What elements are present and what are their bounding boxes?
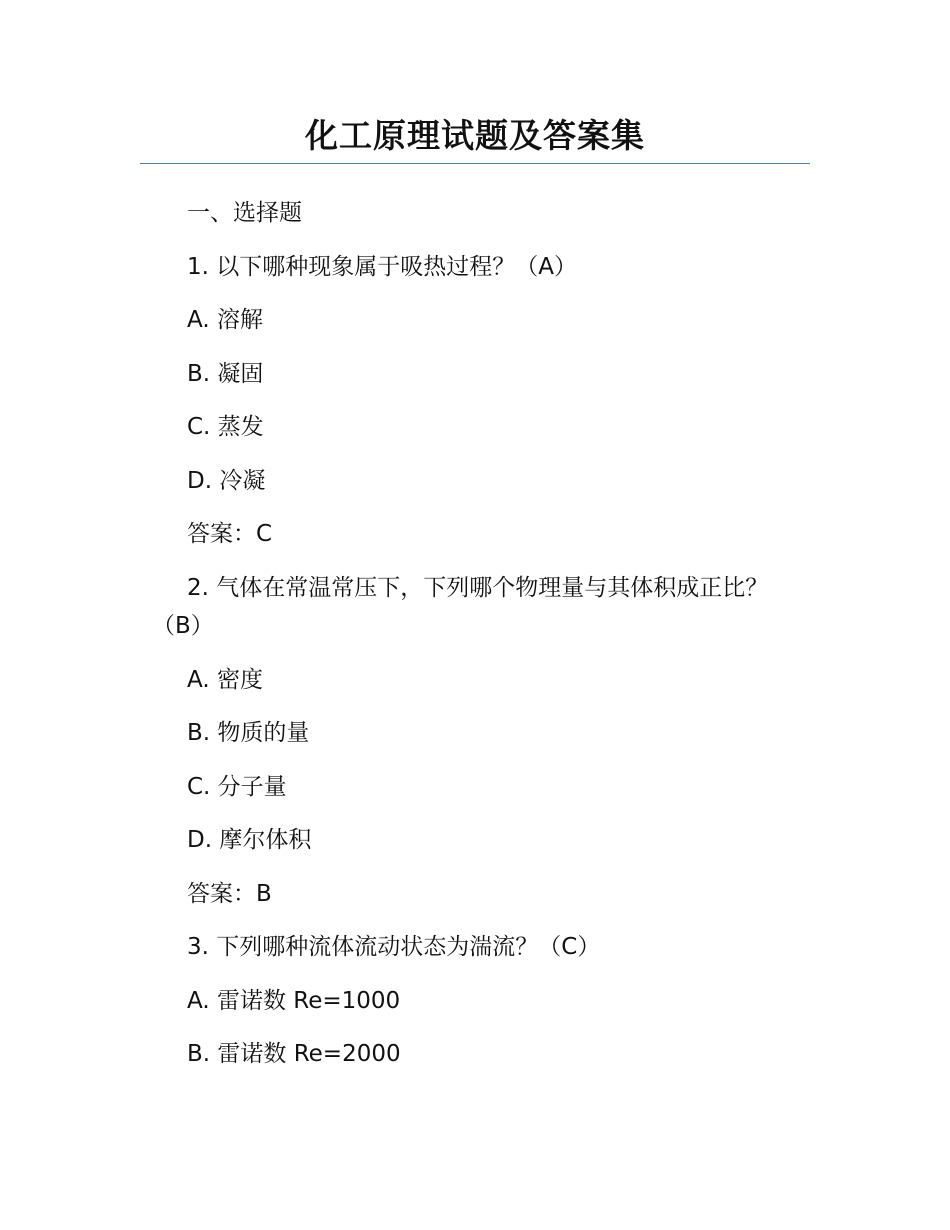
question-2-option-b: B. 物质的量 (187, 720, 310, 746)
question-1-answer: 答案：C (187, 521, 273, 547)
section-heading: 一、选择题 (187, 200, 302, 226)
question-1-option-d: D. 冷凝 (187, 468, 266, 494)
question-1-option-c: C. 蒸发 (187, 414, 264, 440)
title-underline (140, 163, 810, 164)
question-1-option-b: B. 凝固 (187, 361, 264, 387)
question-3-stem: 3. 下列哪种流体流动状态为湍流？（C） (187, 934, 601, 960)
question-2-answer: 答案：B (187, 881, 272, 907)
question-3-option-b: B. 雷诺数 Re=2000 (187, 1041, 401, 1067)
document-title: 化工原理试题及答案集 (305, 116, 645, 155)
question-1-option-a: A. 溶解 (187, 307, 263, 333)
question-2-option-a: A. 密度 (187, 667, 263, 693)
question-3-option-a: A. 雷诺数 Re=1000 (187, 988, 401, 1014)
question-2-stem-continuation: （B） (152, 613, 214, 639)
question-2-option-c: C. 分子量 (187, 774, 287, 800)
question-2-stem: 2. 气体在常温常压下，下列哪个物理量与其体积成正比？ (187, 575, 769, 601)
question-1-stem: 1. 以下哪种现象属于吸热过程？（A） (187, 254, 577, 280)
question-2-option-d: D. 摩尔体积 (187, 827, 312, 853)
